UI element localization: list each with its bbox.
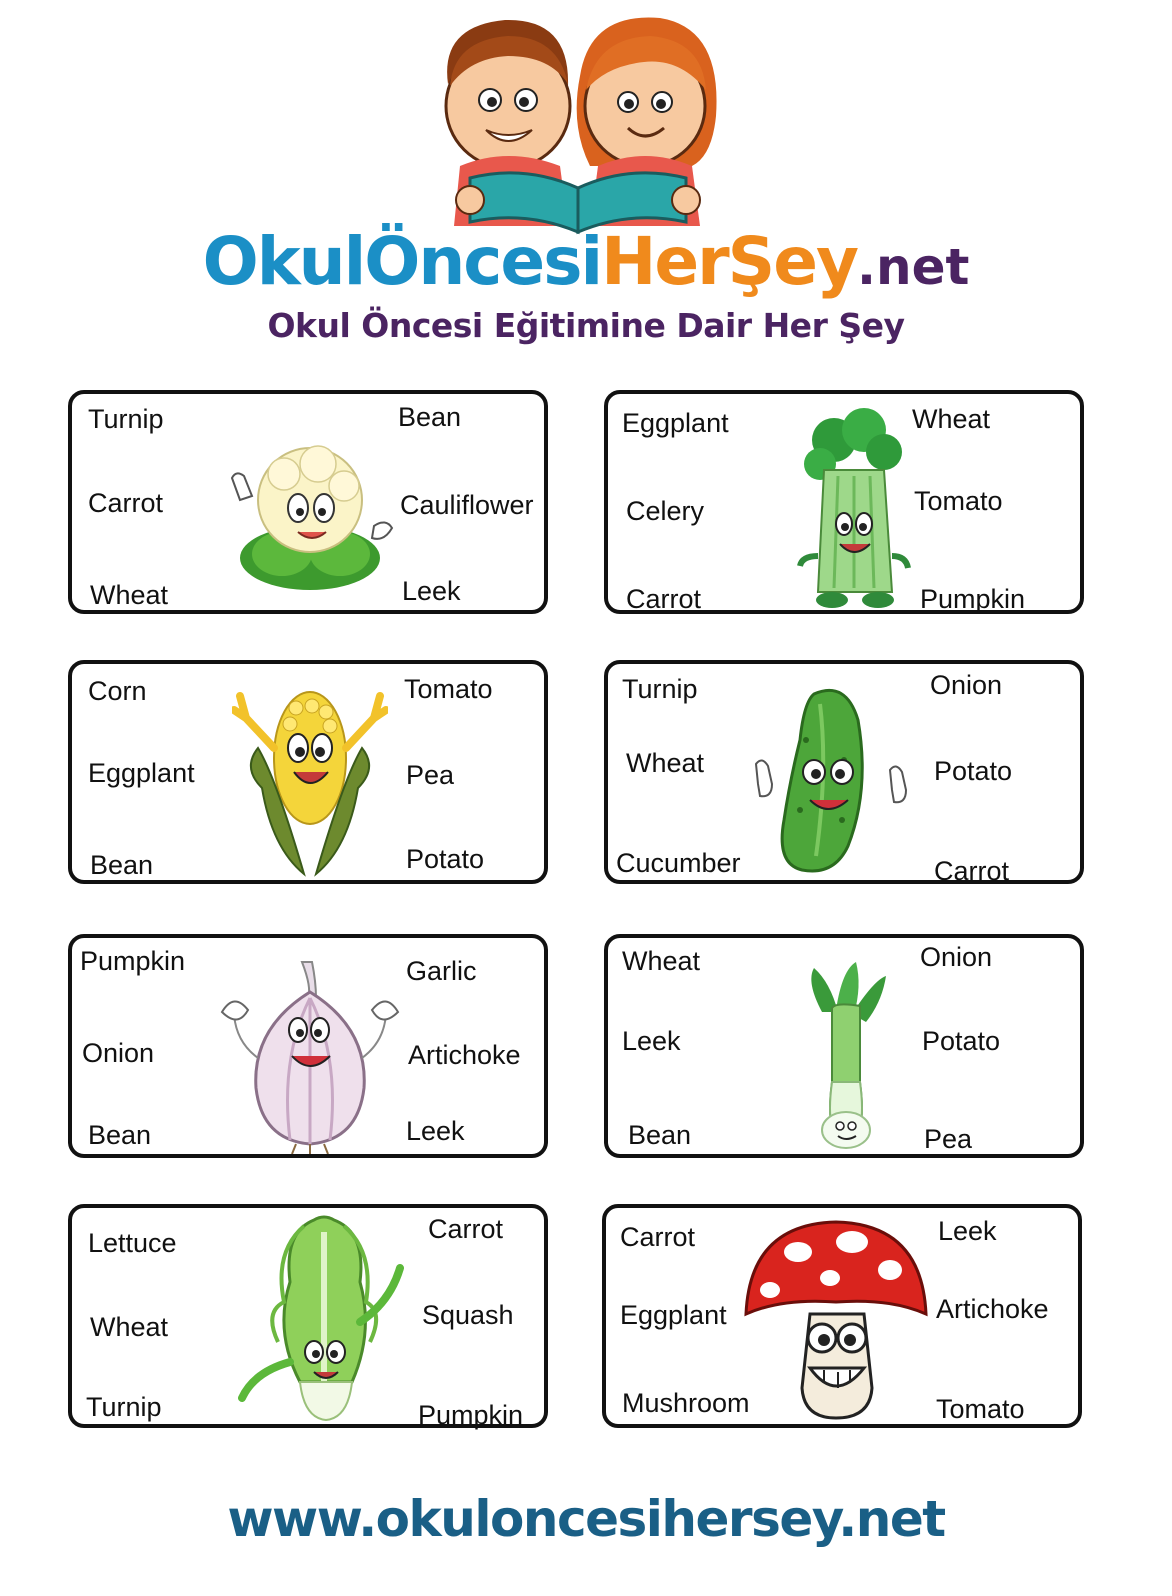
word-option: Eggplant (622, 408, 729, 438)
word-option: Leek (938, 1216, 997, 1246)
word-option: Carrot (620, 1222, 696, 1252)
word-option: Onion (930, 670, 1003, 700)
word-option: Artichoke (936, 1294, 1049, 1324)
celery-character-icon (794, 406, 914, 610)
garlic-character-icon (216, 958, 402, 1154)
word-option: Potato (934, 756, 1013, 786)
vegetable-card-leek (604, 934, 1084, 1158)
word-option: Turnip (622, 674, 698, 704)
word-option: Bean (398, 402, 462, 432)
word-option: Wheat (90, 580, 169, 610)
word-option: Eggplant (620, 1300, 727, 1330)
word-option: Pumpkin (418, 1400, 524, 1430)
mushroom-character-icon (740, 1218, 930, 1424)
word-option: Potato (922, 1026, 1001, 1056)
vegetable-card-cauliflower (68, 390, 548, 614)
word-option: Tomato (936, 1394, 1025, 1424)
word-option: Cucumber (616, 848, 741, 878)
cauliflower-character-icon (222, 430, 398, 592)
tagline: Okul Öncesi Eğitimine Dair Her Şey (267, 306, 905, 345)
word-option: Carrot (626, 584, 702, 614)
footer-url: www.okuloncesihersey.net (227, 1490, 945, 1548)
word-option: Pumpkin (920, 584, 1026, 614)
header (0, 0, 1172, 360)
vegetable-card-garlic (68, 934, 548, 1158)
word-option: Corn (88, 676, 147, 706)
vegetable-card-lettuce (68, 1204, 548, 1428)
word-option: Eggplant (88, 758, 195, 788)
word-option: Bean (628, 1120, 692, 1150)
vegetable-card-corn (68, 660, 548, 884)
word-option: Garlic (406, 956, 477, 986)
word-option: Wheat (912, 404, 991, 434)
kids-reading-logo (430, 6, 730, 236)
word-option: Lettuce (88, 1228, 177, 1258)
vegetable-card-mushroom (602, 1204, 1082, 1428)
brand-part-3: .net (856, 238, 970, 296)
lettuce-character-icon (234, 1212, 420, 1426)
leek-character-icon (802, 962, 892, 1152)
word-option: Leek (402, 576, 461, 606)
brand-part-1: OkulÖncesi (202, 223, 602, 300)
word-option: Onion (920, 942, 993, 972)
word-option: Tomato (914, 486, 1003, 516)
cucumber-character-icon (750, 680, 920, 876)
word-option: Squash (422, 1300, 514, 1330)
word-option: Potato (406, 844, 485, 874)
word-option: Leek (406, 1116, 465, 1146)
word-option: Pea (924, 1124, 973, 1154)
word-option: Turnip (88, 404, 164, 434)
word-option: Celery (626, 496, 705, 526)
corn-character-icon (232, 678, 388, 878)
word-option: Wheat (626, 748, 705, 778)
word-option: Mushroom (622, 1388, 750, 1418)
vegetable-card-celery (604, 390, 1084, 614)
word-option: Bean (88, 1120, 152, 1150)
word-option: Tomato (404, 674, 493, 704)
word-option: Carrot (428, 1214, 504, 1244)
word-option: Onion (82, 1038, 155, 1068)
word-option: Bean (90, 850, 154, 880)
word-option: Pumpkin (80, 946, 186, 976)
word-option: Pea (406, 760, 455, 790)
brand-part-2: HerŞey (601, 223, 857, 300)
word-option: Carrot (88, 488, 164, 518)
word-option: Carrot (934, 856, 1010, 886)
word-option: Turnip (86, 1392, 162, 1422)
word-option: Wheat (622, 946, 701, 976)
word-option: Artichoke (408, 1040, 521, 1070)
word-option: Leek (622, 1026, 681, 1056)
word-option: Wheat (90, 1312, 169, 1342)
brand-logo-text (0, 222, 1172, 307)
vegetable-card-cucumber (604, 660, 1084, 884)
word-option: Cauliflower (400, 490, 534, 520)
